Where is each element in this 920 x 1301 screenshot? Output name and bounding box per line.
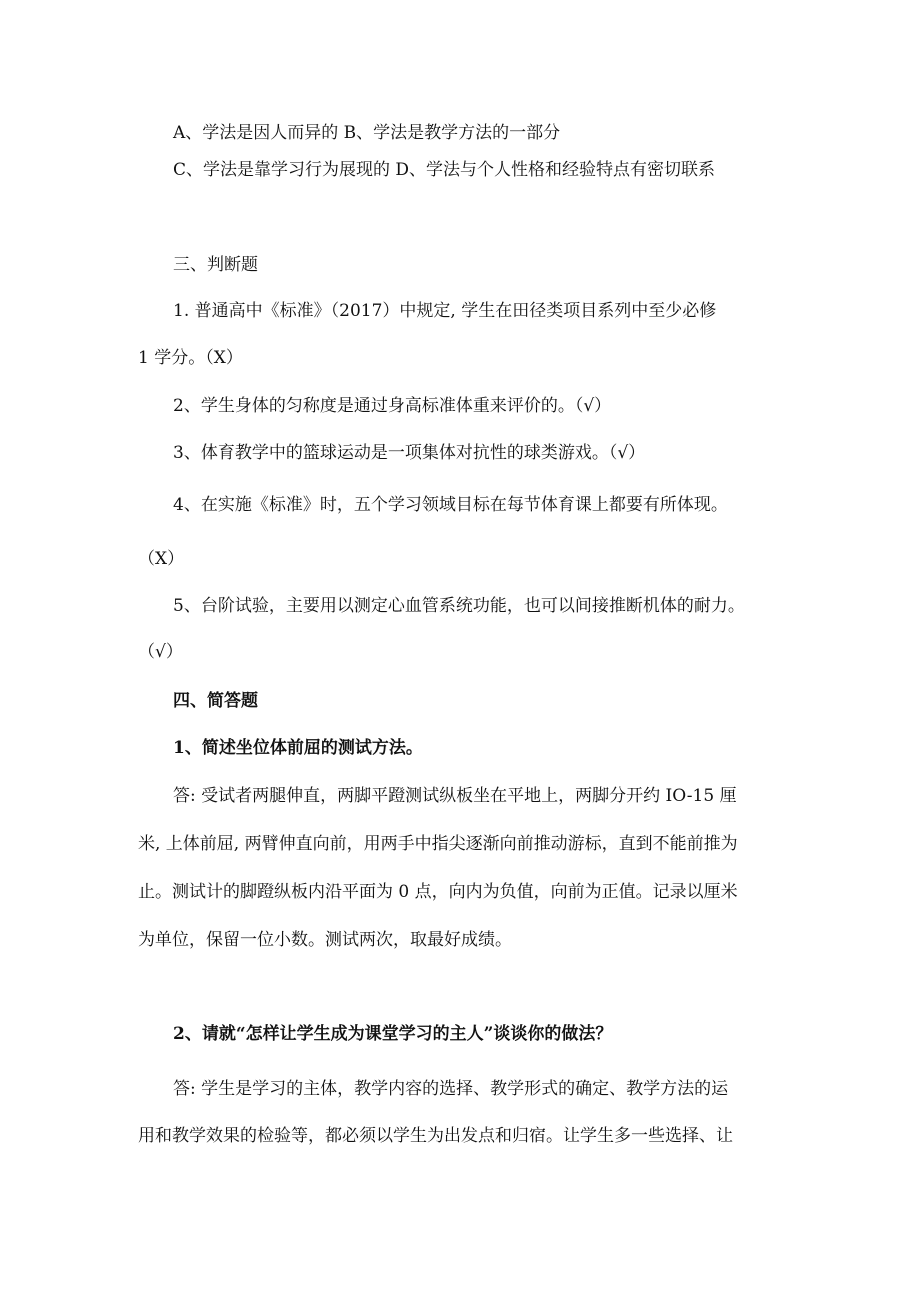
judge-q4-line1: 4、在实施《标准》时，五个学习领域目标在每节体育课上都要有所体现。 xyxy=(173,495,728,515)
judge-q1-line1: 1. 普通高中《标准》（2017）中规定, 学生在田径类项目系列中至少必修 xyxy=(173,301,717,321)
short-q2-title: 2、请就“怎样让学生成为课堂学习的主人”谈谈你的做法？ xyxy=(173,1024,613,1044)
short-q1-title: 1、简述坐位体前屈的测试方法。 xyxy=(173,738,423,758)
judge-q4-line2: （X） xyxy=(138,549,185,569)
judge-q3: 3、体育教学中的篮球运动是一项集体对抗性的球类游戏。（√） xyxy=(173,443,646,463)
judge-q5-line2: （√） xyxy=(138,642,183,662)
options-line-ab: A、学法是因人而异的 B、学法是教学方法的一部分 xyxy=(173,123,561,143)
short-q1-answer-line4: 为单位，保留一位小数。测试两次，取最好成绩。 xyxy=(138,930,512,950)
short-q1-answer-line3: 止。测试计的脚蹬纵板内沿平面为 0 点，向内为负值，向前为正值。记录以厘米 xyxy=(138,882,738,902)
judge-q5-line1: 5、台阶试验，主要用以测定心血管系统功能，也可以间接推断机体的耐力。 xyxy=(173,596,745,616)
short-q2-answer-line2: 用和教学效果的检验等，都必须以学生为出发点和归宿。让学生多一些选择、让 xyxy=(138,1126,733,1146)
judge-q2: 2、学生身体的匀称度是通过身高标准体重来评价的。（√） xyxy=(173,396,612,416)
short-q2-answer-line1: 答: 学生是学习的主体，教学内容的选择、教学形式的确定、教学方法的运 xyxy=(173,1079,729,1099)
section-3-heading: 三、判断题 xyxy=(173,255,258,275)
short-q1-answer-line2: 米, 上体前屈, 两臂伸直向前，用两手中指尖逐渐向前推动游标，直到不能前推为 xyxy=(138,834,738,854)
options-line-cd: C、学法是靠学习行为展现的 D、学法与个人性格和经验特点有密切联系 xyxy=(173,160,716,180)
judge-q1-line2: 1 学分。（X） xyxy=(138,348,243,368)
short-q1-answer-line1: 答: 受试者两腿伸直，两脚平蹬测试纵板坐在平地上，两脚分开约 IO-15 厘 xyxy=(173,786,737,806)
section-4-heading: 四、简答题 xyxy=(173,691,258,711)
